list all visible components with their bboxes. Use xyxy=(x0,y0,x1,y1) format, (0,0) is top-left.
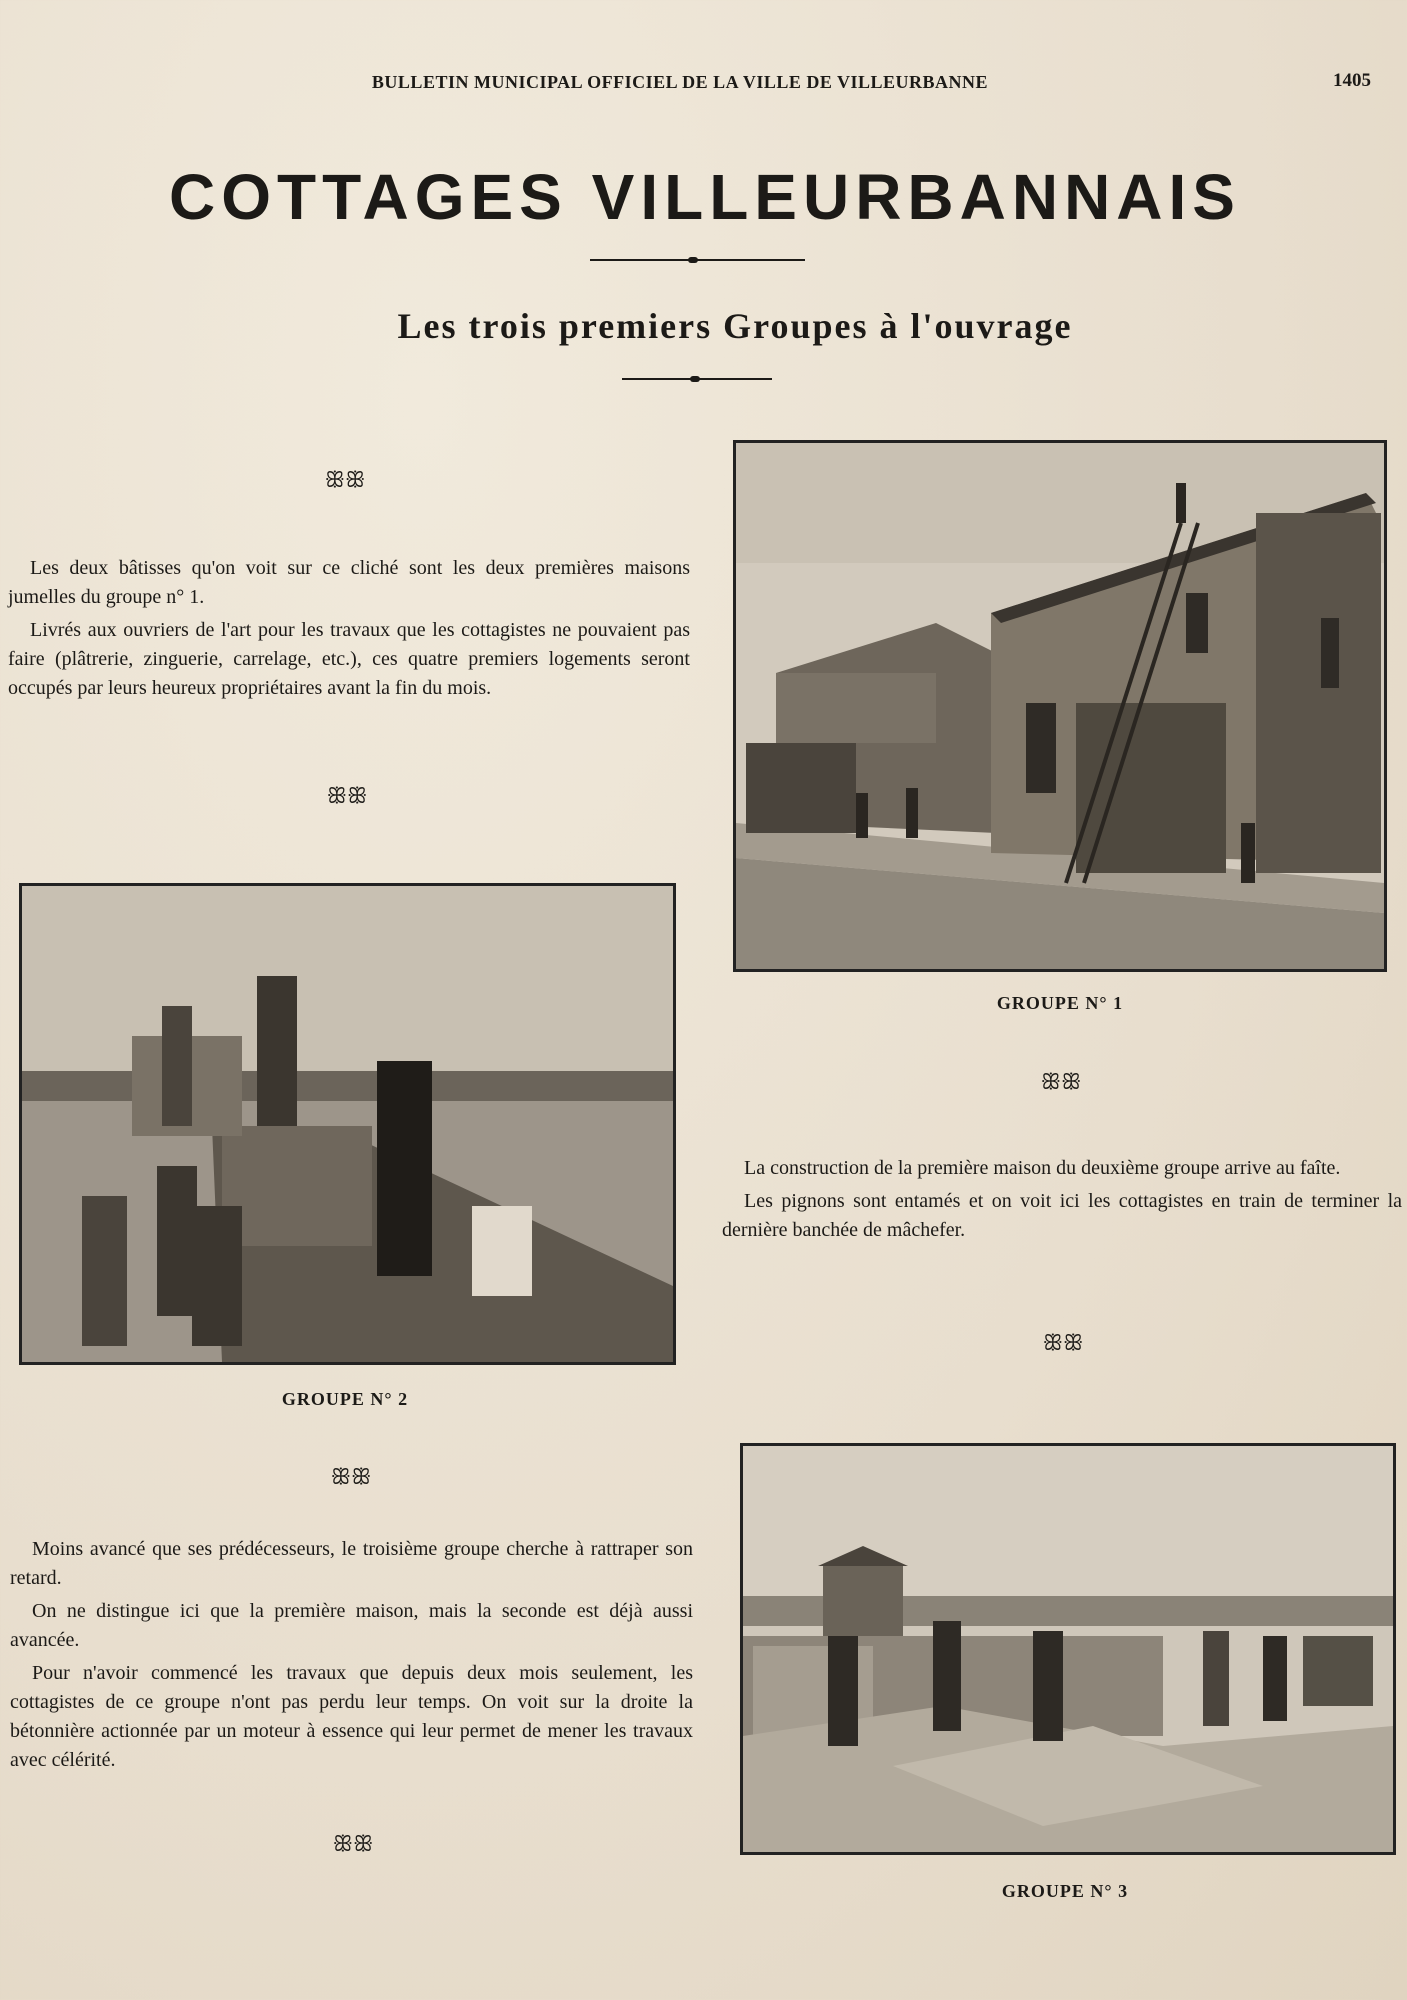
section-3-text xyxy=(10,1535,693,1779)
ornament-section-1-top: ꕥꕥ xyxy=(324,468,366,493)
caption-groupe-1: GROUPE N° 1 xyxy=(996,993,1124,1013)
photo-groupe-2 xyxy=(19,883,676,1365)
title-divider xyxy=(590,259,805,261)
section-2-paragraph-2: Les pignons sont entamés et on voit ici les cottagistes en train de terminer la dernière banchée de mâchefer. xyxy=(722,1190,1402,1241)
photo-groupe-1-image xyxy=(736,443,1384,969)
subtitle-divider xyxy=(622,378,772,380)
ornament-section-2-top: ꕥꕥ xyxy=(1040,1070,1082,1095)
ornament-section-1-bottom: ꕥꕥ xyxy=(326,784,368,809)
section-1-paragraph-2: Livrés aux ouvriers de l'art pour les travaux que les cottagistes ne pouvaient pas faire (plâtrerie, zinguerie, carrelage, etc.), ces quatre premiers logements seront occupés par leurs heureux propriétaires avant la fin du mois. xyxy=(8,619,690,699)
section-2-text xyxy=(722,1154,1402,1249)
page-number: 1405 xyxy=(1333,70,1371,91)
ornament-section-2-bottom: ꕥꕥ xyxy=(1042,1331,1084,1356)
photo-groupe-3 xyxy=(740,1443,1396,1855)
section-3-paragraph-2: On ne distingue ici que la première maison, mais la seconde est déjà aussi avancée. xyxy=(10,1600,693,1651)
caption-groupe-3: GROUPE N° 3 xyxy=(1001,1881,1129,1901)
section-1-text xyxy=(8,554,690,707)
section-3-paragraph-1: Moins avancé que ses prédécesseurs, le troisième groupe cherche à rattraper son retard. xyxy=(10,1538,693,1589)
section-1-paragraph-1: Les deux bâtisses qu'on voit sur ce cliché sont les deux premières maisons jumelles du groupe n° 1. xyxy=(8,557,690,608)
section-3-paragraph-3: Pour n'avoir commencé les travaux que depuis deux mois seulement, les cottagistes de ce groupe n'ont pas perdu leur temps. On voit sur la droite la bétonnière actionnée par un moteur à essence qui leur permet de mener les travaux avec célérité. xyxy=(10,1662,693,1771)
section-2-paragraph-1: La construction de la première maison du deuxième groupe arrive au faîte. xyxy=(744,1157,1341,1179)
article-subtitle: Les trois premiers Groupes à l'ouvrage xyxy=(397,306,1073,346)
photo-groupe-2-image xyxy=(22,886,673,1362)
publication-header: BULLETIN MUNICIPAL OFFICIEL DE LA VILLE DE VILLEURBANNE xyxy=(371,72,989,92)
article-title: COTTAGES VILLEURBANNAIS xyxy=(169,161,1241,233)
caption-groupe-2: GROUPE N° 2 xyxy=(281,1389,409,1409)
photo-groupe-3-image xyxy=(743,1446,1393,1852)
ornament-section-3-bottom: ꕥꕥ xyxy=(332,1832,374,1857)
photo-groupe-1 xyxy=(733,440,1387,972)
ornament-section-3-top: ꕥꕥ xyxy=(330,1465,372,1490)
